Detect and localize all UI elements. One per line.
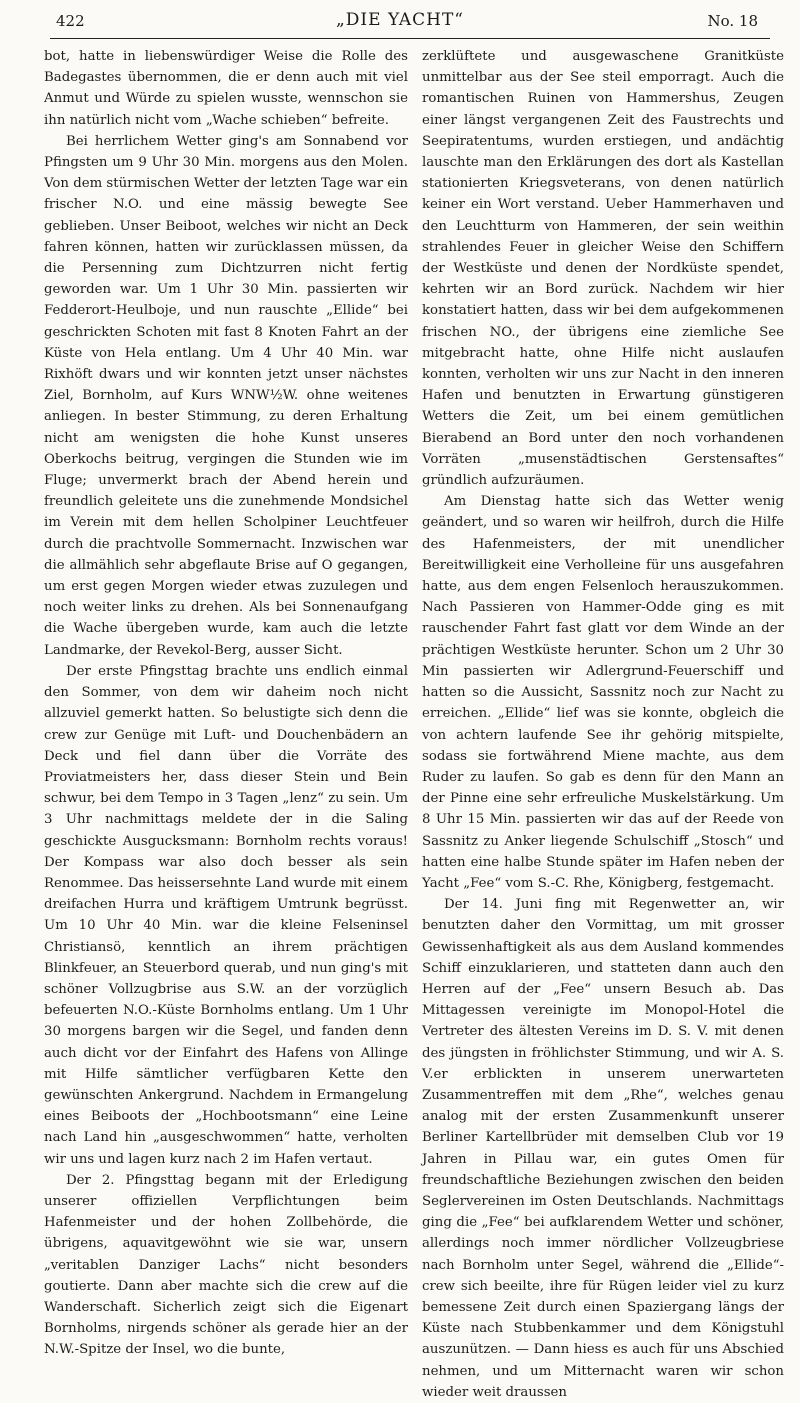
issue-number: No. 18 — [707, 12, 758, 30]
paragraph: zerklüftete und ausgewaschene Granitküste unmittelbar aus der See steil emporragt. Auch die romantischen Ruinen von Hammershus, Zeugen einer längst vergangenen Zeit des Faustrechts und Seepiratentums, wurden erstiegen, und andächtig lauschte man den Erklärungen des dort als Kastellan stationierten Kriegsveterans, von denen natürlich keiner ein Wort verstand. Ueber Hammerhaven und den Leuchtturm von Hammeren, der sein weithin strahlendes Feuer in gleicher Weise den Schiffern der Westküste und denen der Nordküste spendet, kehrten wir an Bord zurück. Nachdem wir hier konstatiert hatten, dass wir bei dem aufgekommenen frischen NO., der übrigens eine ziemliche See mitgebracht hatte, ohne Hilfe nicht auslaufen konnten, verholten wir uns zur Nacht in den inneren Hafen und benutzten in Erwartung günstigeren Wetters die Zeit, um bei einem gemütlichen Bierabend an Bord unter den noch vorhandenen Vorräten „musenstädtischen Gerstensaftes“ gründlich aufzuräumen. — [422, 49, 784, 489]
right-column — [422, 46, 784, 1403]
paragraph: Der 14. Juni fing mit Regenwetter an, wir benutzten daher den Vormittag, um mit grosser Gewissenhaftigkeit als aus dem Ausland kommendes Schiff einzuklarieren, und statteten dann auch den Herren auf der „Fee“ unsern Besuch ab. Das Mittagessen vereinigte im Monopol-Hotel die Vertreter des ältesten Vereins im D. S. V. mit denen des jüngsten in fröhlichster Stimmung, und wir A. S. V.er erblickten in unserem unerwarteten Zusammentreffen mit dem „Rhe“, welches genau analog mit der ersten Zusammenkunft unserer Berliner Kartellbrüder mit demselben Club vor 19 Jahren in Pillau war, ein gutes Omen für freundschaftliche Beziehungen zwischen den beiden Seglervereinen im Osten Deutschlands. Nachmittags ging die „Fee“ bei aufklarendem Wetter und schöner, allerdings noch immer nördlicher Vollzeugbriese nach Bornholm unter Segel, während die „Ellide“-crew sich beeilte, ihre für Rügen leider viel zu kurz bemessene Zeit durch einen Spaziergang längs der Küste nach Stubbenkammer und dem Königstuhl auszunützen. — Dann hiess es auch für uns Abschied nehmen, und um Mitternacht waren wir schon wieder weit draussen — [422, 897, 784, 1400]
header-rule — [50, 38, 770, 39]
paragraph: bot, hatte in liebenswürdiger Weise die Rolle des Badegastes übernommen, die er denn auch mit viel Anmut und Würde zu spielen wusste, wennschon sie ihn natürlich nicht vom „Wache schieben“ befreite. — [44, 49, 408, 128]
paragraph: Am Dienstag hatte sich das Wetter wenig geändert, und so waren wir heilfroh, durch die Hilfe des Hafenmeisters, der mit unendlicher Bereitwilligkeit eine Verholleine für uns ausgefahren hatte, aus dem engen Felsenloch herauszukommen. Nach Passieren von Hammer-Odde ging es mit rauschender Fahrt fast glatt vor dem Winde an der prächtigen Westküste herunter. Schon um 2 Uhr 30 Min passierten wir Adlergrund-Feuerschiff und hatten so die Aussicht, Sassnitz noch zur Nacht zu erreichen. „Ellide“ lief was sie konnte, obgleich die von achtern laufende See ihr gehörig mitspielte, sodass sie fortwährend Miene machte, aus dem Ruder zu laufen. So gab es denn für den Mann an der Pinne eine sehr erfreuliche Muskelstärkung. Um 8 Uhr 15 Min. passierten wir das auf der Reede von Sassnitz zu Anker liegende Schulschiff „Stosch“ und hatten eine halbe Stunde später im Hafen neben der Yacht „Fee“ vom S.-C. Rhe, Königberg, festgemacht. — [422, 494, 784, 891]
running-title: „DIE YACHT“ — [335, 10, 464, 30]
paragraph: Der erste Pfingsttag brachte uns endlich einmal den Sommer, von dem wir daheim noch nicht allzuviel gemerkt hatten. So belustigte sich denn die crew zur Genüge mit Luft- und Douchenbädern an Deck und fiel dann über die Vorräte des Proviatmeisters her, dass dieser Stein und Bein schwur, bei dem Tempo in 3 Tagen „lenz“ zu sein. Um 3 Uhr nachmittags meldete der in die Saling geschickte Ausgucksmann: Bornholm rechts voraus! Der Kompass war also doch besser als sein Renommee. Das heissersehnte Land wurde mit einem dreifachen Hurra und kräftigem Umtrunk begrüsst. Um 10 Uhr 40 Min. war die kleine Felseninsel Christiansö, kenntlich an ihrem prächtigen Blinkfeuer, an Steuerbord querab, und nun ging's mit schöner Vollzugbrise aus S.W. an der vorzüglich befeuerten N.O.-Küste Bornholms entlang. Um 1 Uhr 30 morgens bargen wir die Segel, und fanden denn auch dicht vor der Einfahrt des Hafens von Allinge mit Hilfe sämtlicher verfügbaren Kette den gewünschten Ankergrund. Nachdem in Ermangelung eines Beiboots der „Hochbootsmann“ eine Leine nach Land hin „ausgeschwommen“ hatte, verholten wir uns und lagen kurz nach 2 im Hafen vertaut. — [44, 663, 408, 1167]
page-number: 422 — [56, 12, 85, 30]
paragraph: Bei herrlichem Wetter ging's am Sonnabend vor Pfingsten um 9 Uhr 30 Min. morgens aus den Molen. Von dem stürmischen Wetter der letzten Tage war ein frischer N.O. und eine mässig bewegte See geblieben. Unser Beiboot, welches wir nicht an Deck fahren können, hatten wir zurücklassen müssen, da die Persenning zum Dichtzurren nicht fertig geworden war. Um 1 Uhr 30 Min. passierten wir Fedderort-Heulboje, und nun rauschte „Ellide“ bei geschrickten Schoten mit fast 8 Knoten Fahrt an der Küste von Hela entlang. Um 4 Uhr 40 Min. war Rixhöft dwars und wir konnten jetzt unser nächstes Ziel, Bornholm, auf Kurs WNW½W. ohne weitenes anliegen. In bester Stimmung, zu deren Erhaltung nicht am wenigsten die hohe Kunst unseres Oberkochs beitrug, vergingen die Stunden wie im Fluge; unvermerkt brach der Abend herein und freundlich geleitete uns die zunehmende Mondsichel im Verein mit dem hellen Scholpiner Leuchtfeuer durch die prachtvolle Sommernacht. Inzwischen war die allmählich sehr abgeflaute Brise auf O gegangen, um erst gegen Morgen wieder etwas zuzulegen und noch weiter links zu drehen. Als bei Sonnenaufgang die Wache übergeben wurde, kam auch die letzte Landmarke, der Revekol-Berg, ausser Sicht. — [44, 133, 408, 658]
left-column — [44, 46, 408, 1361]
paragraph: Der 2. Pfingsttag begann mit der Erledigung unserer offiziellen Verpflichtungen beim Hafenmeister und der hohen Zollbehörde, die übrigens, aquavitgewöhnt wie sie war, unsern „veritablen Danziger Lachs“ nicht besonders goutierte. Dann aber machte sich die crew auf die Wanderschaft. Sicherlich zeigt sich die Eigenart Bornholms, nirgends schöner als gerade hier an der N.W.-Spitze der Insel, wo die bunte, — [44, 1172, 408, 1358]
page-header — [0, 8, 800, 34]
